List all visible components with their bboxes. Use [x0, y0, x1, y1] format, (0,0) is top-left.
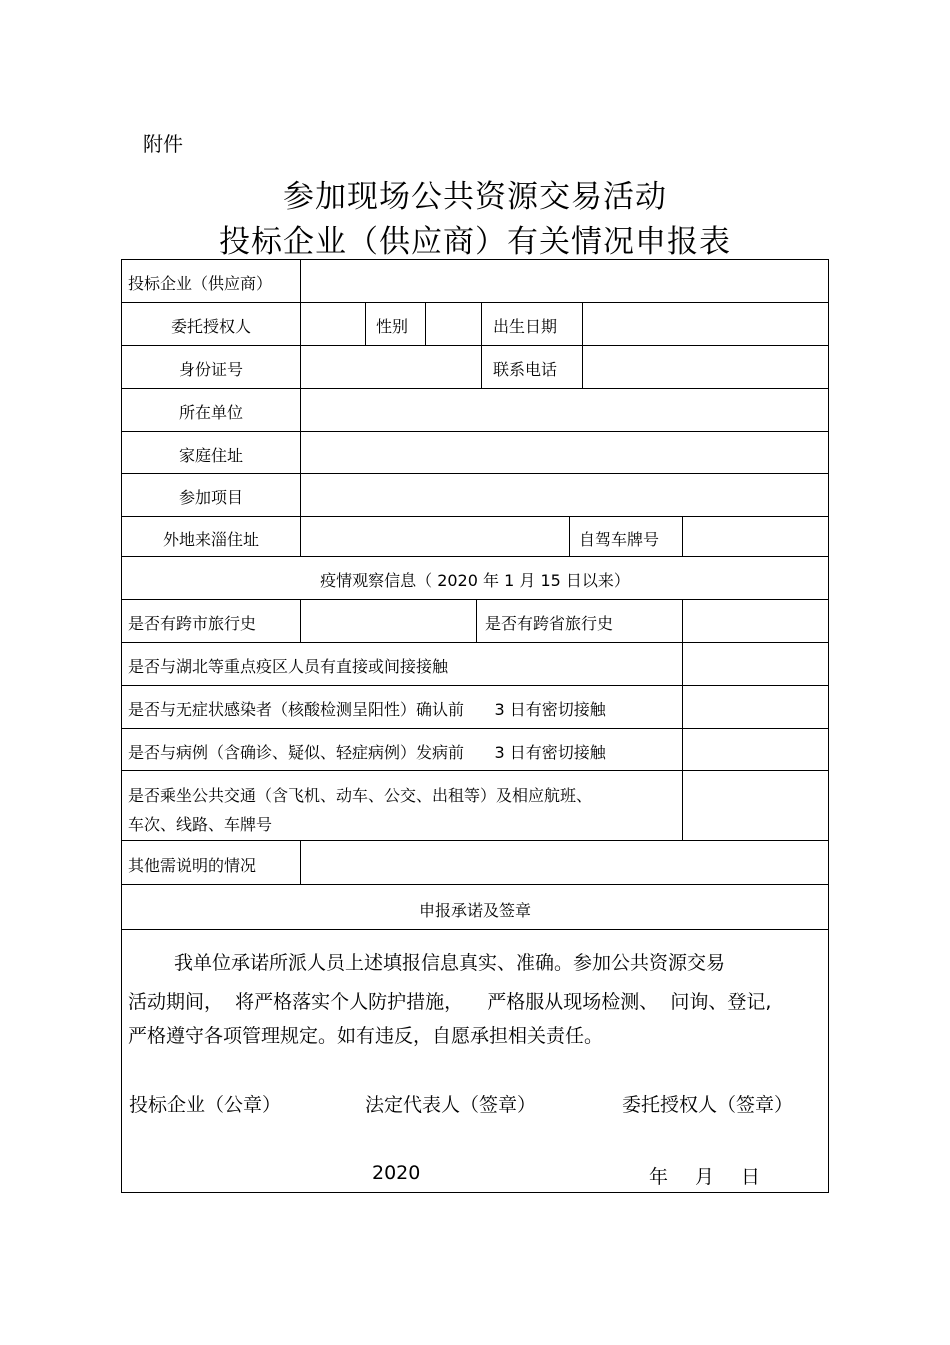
row-divider: [122, 556, 828, 557]
commitment-text-line-1: 我单位承诺所派人员上述填报信息真实、准确。参加公共资源交易: [174, 952, 726, 974]
col-divider: [300, 599, 301, 642]
date-year-char: 年: [649, 1166, 669, 1188]
case-contact-label: 是否与病例（含确诊、疑似、轻症病例）发病前 3 日有密切接触: [128, 743, 606, 762]
row-divider: [122, 388, 828, 389]
row-divider: [122, 302, 828, 303]
id-number-label: 身份证号: [178, 360, 243, 379]
declaration-form-table: [121, 259, 829, 1193]
phone-label: 联系电话: [493, 360, 558, 379]
col-divider: [300, 516, 301, 556]
gender-label: 性别: [376, 317, 409, 336]
commitment-section-header: 申报承诺及签章: [418, 901, 531, 920]
row-divider: [122, 516, 828, 517]
plate-label: 自驾车牌号: [579, 530, 660, 549]
date-month-char: 月: [695, 1166, 715, 1188]
commitment-text-line-3: 严格遵守各项管理规定。如有违反，自愿承担相关责任。: [128, 1025, 604, 1047]
delegate-label: 委托授权人: [170, 317, 251, 336]
col-divider: [300, 840, 301, 884]
row-divider: [122, 840, 828, 841]
form-title-line-1: 参加现场公共资源交易活动: [283, 179, 667, 215]
row-divider: [122, 929, 828, 930]
row-divider: [122, 642, 828, 643]
nonlocal-address-label: 外地来淄住址: [162, 530, 259, 549]
col-divider: [476, 599, 477, 642]
epidemic-section-header: 疫情观察信息（ 2020 年 1 月 15 日以来）: [320, 571, 630, 590]
commitment-text-line-2: 活动期间， 将严格落实个人防护措施， 严格服从现场检测、 问询、登记,: [128, 991, 772, 1013]
col-divider: [365, 302, 366, 345]
birth-date-label: 出生日期: [493, 317, 558, 336]
col-divider: [582, 302, 583, 388]
col-divider: [425, 302, 426, 345]
col-divider: [300, 260, 301, 516]
company-label: 投标企业（供应商）: [128, 274, 273, 293]
col-divider: [682, 599, 683, 840]
col-divider: [682, 516, 683, 556]
company-seal-label: 投标企业（公章）: [129, 1094, 282, 1116]
home-address-label: 家庭住址: [178, 446, 243, 465]
row-divider: [122, 599, 828, 600]
row-divider: [122, 770, 828, 771]
form-title-line-2: 投标企业（供应商）有关情况申报表: [219, 224, 731, 260]
employer-label: 所在单位: [178, 403, 243, 422]
other-notes-label: 其他需说明的情况: [128, 856, 257, 875]
col-divider: [569, 516, 570, 556]
row-divider: [122, 345, 828, 346]
project-label: 参加项目: [178, 488, 243, 507]
attachment-label: 附件: [143, 132, 183, 156]
row-divider: [122, 685, 828, 686]
delegate-signature-label: 委托授权人（签章）: [622, 1094, 794, 1116]
legal-representative-signature-label: 法定代表人（签章）: [365, 1094, 537, 1116]
public-transport-label-line-2: 车次、线路、车牌号: [128, 815, 273, 834]
col-divider: [481, 302, 482, 388]
public-transport-label-line-1: 是否乘坐公共交通（含飞机、动车、公交、出租等）及相应航班、: [128, 786, 593, 805]
asymptomatic-contact-label: 是否与无症状感染者（核酸检测呈阳性）确认前 3 日有密切接触: [128, 700, 606, 719]
cross-province-travel-label: 是否有跨省旅行史: [485, 614, 614, 633]
cross-city-travel-label: 是否有跨市旅行史: [128, 614, 257, 633]
row-divider: [122, 431, 828, 432]
date-year-value: 2020: [372, 1162, 421, 1184]
row-divider: [122, 728, 828, 729]
row-divider: [122, 884, 828, 885]
hubei-contact-label: 是否与湖北等重点疫区人员有直接或间接接触: [128, 657, 449, 676]
date-day-char: 日: [741, 1166, 761, 1188]
row-divider: [122, 473, 828, 474]
